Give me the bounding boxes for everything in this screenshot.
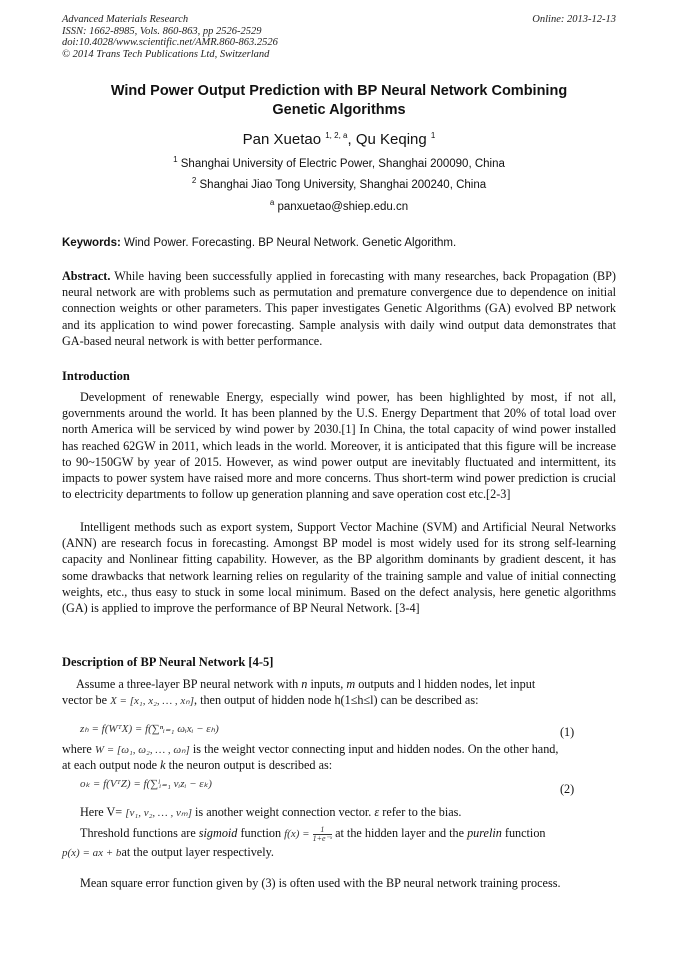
fraction-denominator: 1+e⁻ˣ: [312, 833, 333, 843]
doi-line: doi:10.4028/www.scientific.net/AMR.860-863.2526: [62, 37, 278, 48]
text-run: vector be: [62, 693, 111, 707]
math-var: m: [346, 677, 356, 691]
equation-1: zₕ = f(WᵀX) = f(∑ⁿᵢ₌₁ ωᵢxᵢ − εₕ): [80, 723, 219, 735]
affiliation-2: [62, 178, 616, 192]
text-run: function: [501, 826, 546, 840]
bp-line-4: [62, 757, 616, 773]
author-list: [62, 131, 616, 149]
text-run: refer to the bias.: [379, 805, 462, 819]
journal-header: [62, 14, 616, 60]
section-heading-bp-network: Description of BP Neural Network [4-5]: [62, 655, 274, 669]
affiliation-1: [62, 157, 616, 171]
email-text[interactable]: panxuetao@shiep.edu.cn: [277, 201, 409, 213]
math-var: n: [301, 677, 308, 691]
fraction-numerator: 1: [313, 826, 332, 835]
affiliation-text: Shanghai University of Electric Power, Shanghai 200090, China: [180, 158, 505, 170]
affiliation-superscript: 2: [191, 176, 197, 186]
text-run: Assume a three-layer BP neural network with: [76, 677, 302, 691]
inline-equation: W = [ω₁, ω₂, … , ωₙ]: [94, 744, 190, 756]
emphasis: purelin: [467, 826, 502, 840]
abstract-label: Abstract.: [62, 269, 111, 283]
text-run: at the output layer respectively.: [121, 845, 274, 859]
abstract: [62, 268, 616, 349]
text-run: is another weight connection vector.: [191, 805, 375, 819]
author-superscript: 1: [430, 131, 436, 140]
equation-number-2: (2): [560, 782, 575, 796]
issn-line: ISSN: 1662-8985, Vols. 860-863, pp 2526-2529: [62, 25, 262, 37]
bp-line-7: [62, 844, 616, 861]
inline-equation: p(x) = ax + b: [62, 847, 122, 859]
author-superscript: 1, 2, a: [325, 131, 348, 140]
text-run: outputs and l hidden nodes, let input: [355, 677, 536, 691]
bp-line-8: Mean square error function given by (3) is often used with the BP neural network training process.: [80, 876, 561, 890]
text-run: Here V=: [80, 805, 126, 819]
text-run: is the weight vector connecting input and hidden nodes. On the other hand,: [189, 742, 559, 756]
title-line-2: Genetic Algorithms: [272, 102, 406, 118]
text-run: where: [62, 742, 95, 756]
author-name: Qu Keqing: [355, 131, 427, 148]
author-email: [62, 200, 616, 214]
affiliation-text: Shanghai Jiao Tong University, Shanghai 200240, China: [199, 179, 487, 191]
bp-line-2: [62, 692, 616, 709]
bp-line-5: [62, 804, 616, 821]
copyright-line: © 2014 Trans Tech Publications Ltd, Switzerland: [62, 48, 270, 60]
keywords: [62, 236, 616, 250]
text-run: at each output node: [62, 758, 161, 772]
text-run: at the hidden layer and the: [332, 826, 468, 840]
keywords-label: Keywords:: [62, 237, 121, 249]
online-date: Online: 2013-12-13: [532, 14, 616, 25]
title-line-1: Wind Power Output Prediction with BP Neural Network Combining: [110, 83, 568, 99]
abstract-text: While having been successfully applied in forecasting with many researches, back Propagation (BP) neural network are with problems such as permutation and premature convergence due to dependence on initial connection weights or other parameters. This paper investigates Genetic Algorithms (GA) evolved BP network and its application to wind power forecasting. Sample analysis with daily wind output data demonstrates that GA-based neural network is with better performance.: [62, 269, 616, 348]
text-run: , then output of hidden node h(1≤h≤l) can be described as:: [193, 693, 479, 707]
text-run: the neuron output is described as:: [165, 758, 333, 772]
bp-line-1: [62, 676, 616, 692]
keywords-text: Wind Power. Forecasting. BP Neural Network. Genetic Algorithm.: [120, 237, 457, 249]
section-heading-introduction: Introduction: [62, 369, 130, 383]
text-run: Threshold functions are: [80, 826, 199, 840]
author-name: Pan Xuetao: [242, 131, 322, 148]
equation-2: oₖ = f(VᵀZ) = f(∑ˡᵢ₌₁ vᵢzᵢ − εₖ): [80, 778, 212, 790]
paper-title: [62, 82, 616, 120]
text-run: inputs,: [307, 677, 347, 691]
intro-paragraph-2: Intelligent methods such as export system, Support Vector Machine (SVM) and Artificial Neural Networks (ANN) are research focus in forecasting. Amongst BP model is most widely used for its strong self-learning capacity and Nonlinear fitting capability. However, as the BP algorithm dominants by gradient descent, it has some drawbacks that network learning relies on regularity of the training sample and value of initial connecting weights, etc., thus easy to stuck in some local minimum. Based on the defect analysis, here genetic algorithms (GA) is applied to improve the performance of BP Neural Network. [3-4]: [62, 520, 616, 616]
text-run: function: [237, 826, 285, 840]
emphasis: sigmoid: [198, 826, 238, 840]
affiliation-superscript: 1: [173, 155, 178, 165]
inline-equation: X = [x₁, x₂, … , xₙ]: [110, 695, 194, 707]
bp-line-6: [62, 825, 616, 843]
inline-equation: [v₁, v₂, … , vₘ]: [125, 807, 192, 819]
equation-number-1: (1): [560, 725, 575, 739]
author-separator: ,: [347, 131, 356, 148]
inline-equation: f(x) =: [284, 828, 310, 840]
bp-line-3: [62, 741, 616, 758]
fraction: [313, 826, 332, 843]
journal-name: Advanced Materials Research: [62, 14, 189, 25]
affiliation-superscript: a: [269, 198, 275, 208]
math-var: k: [160, 758, 166, 772]
math-var: ε: [374, 805, 380, 819]
intro-paragraph-1: Development of renewable Energy, especially wind power, has been highlighted by most, if not all, governments around the world. It has been planned by the U.S. Energy Department that 20% of total load over north America will be serviced by wind power by 2030.[1] In China, the total capacity of wind power installed has reached 62GW in 2011, which leads in the world. Moreover, it is anticipated that this figure will be increase to 90~150GW by year of 2015. However, as wind power output are inevitably fluctuated and intermittent, its impacts to power system have raised more and more concerns. Thus short-term wind power prediction is crucial to electricity departments to follow up generation planning and save operation cost etc.[2-3]: [62, 390, 616, 502]
